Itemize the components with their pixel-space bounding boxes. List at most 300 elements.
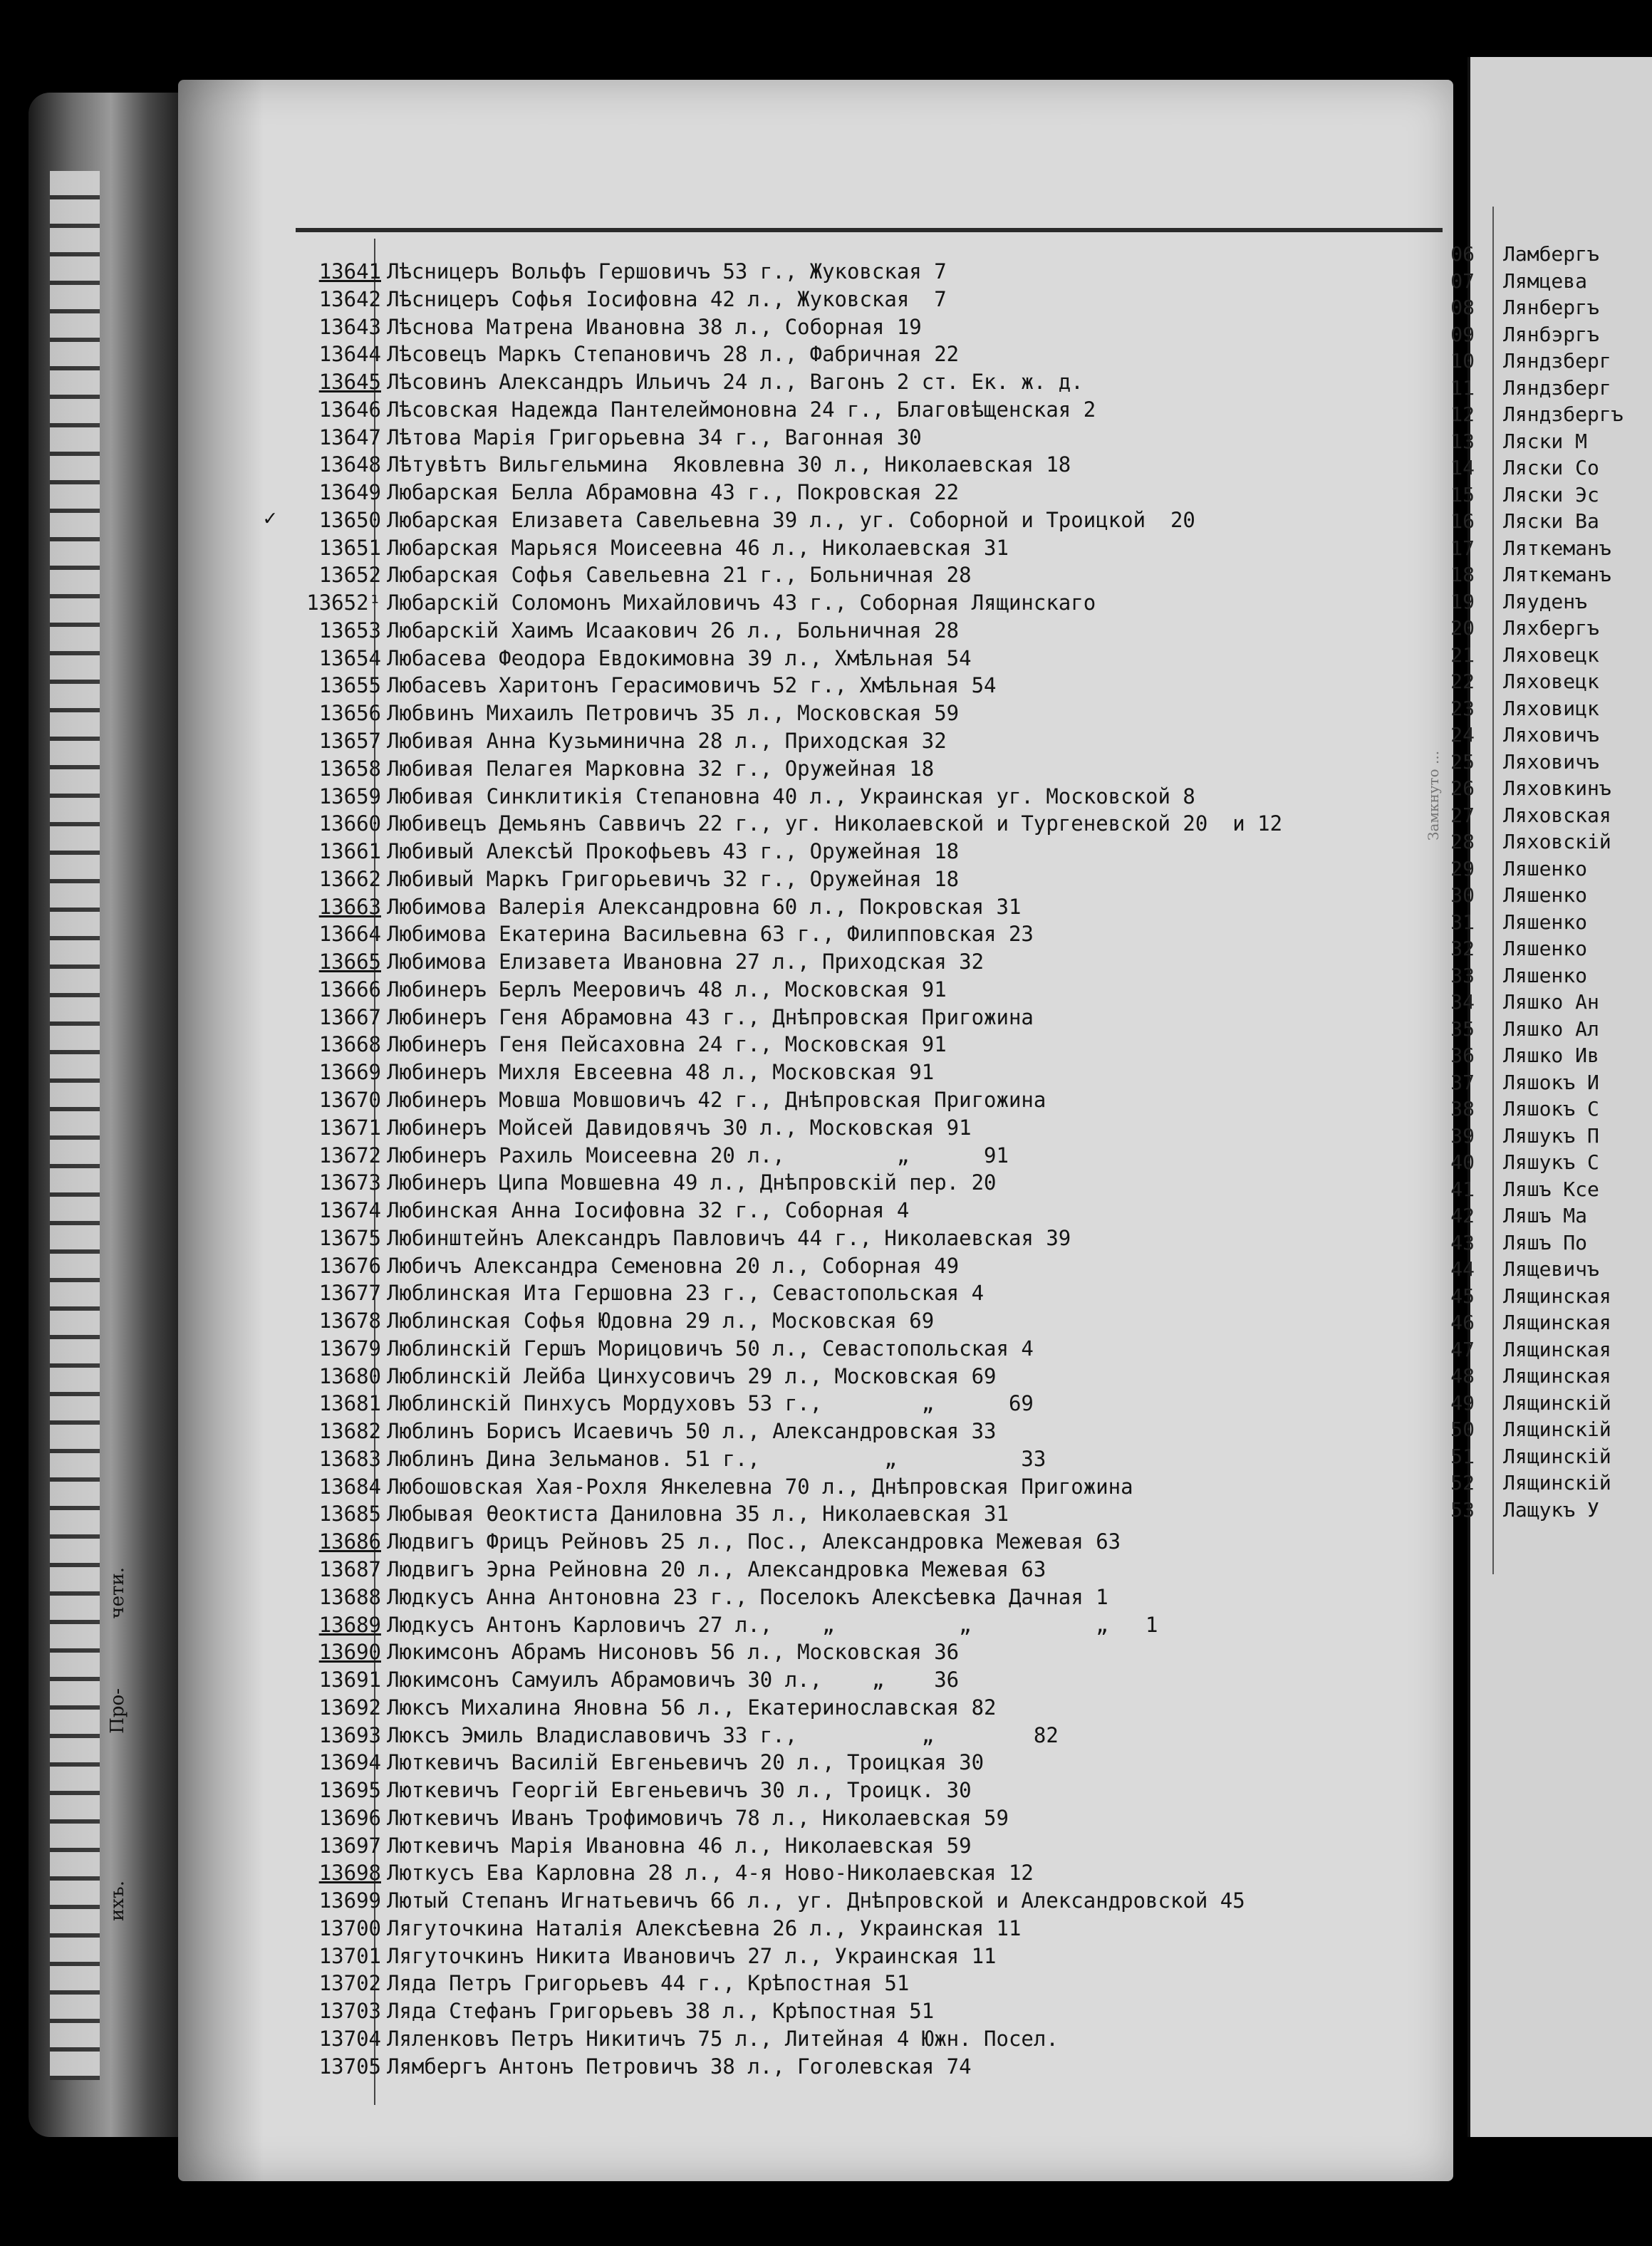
directory-entry	[271, 783, 1425, 811]
directory-entry	[271, 589, 1425, 617]
adjacent-entry-text: Ляшукъ С	[1503, 1150, 1599, 1174]
adjacent-entry	[1432, 935, 1638, 962]
entry-number: 13688	[318, 1584, 381, 1609]
adjacent-entry	[1432, 962, 1638, 989]
adjacent-entry-number: 27	[1450, 803, 1475, 827]
entry-text: Лѣтова Марія Григорьевна 34 г., Вагонная 30	[387, 425, 922, 449]
entry-text: Людкусъ Антонъ Карловичъ 27 л., „ „ „ 1	[387, 1612, 1158, 1637]
entry-number: 13687	[318, 1556, 381, 1581]
directory-entry	[271, 1445, 1425, 1473]
directory-entry	[271, 1114, 1425, 1142]
entry-text: Людвигъ Эрна Рейновна 20 л., Александровка Межевая 63	[387, 1556, 1046, 1581]
adjacent-entry-text: Ляховицк	[1503, 696, 1599, 720]
directory-entry	[271, 1142, 1425, 1170]
entry-number: ✓ 13650	[285, 506, 381, 534]
adjacent-entry-text: Ляшенко	[1503, 910, 1588, 934]
adjacent-entry-number: 53	[1450, 1497, 1475, 1522]
adjacent-entry-number: 13	[1450, 429, 1475, 453]
adjacent-entry	[1432, 375, 1638, 402]
entry-text: Лѣсницеръ Софья Іосифовна 42 л., Жуковская 7	[387, 286, 947, 311]
entry-number: 13704	[318, 2027, 381, 2051]
adjacent-entry-number: 26	[1450, 776, 1475, 800]
directory-entry	[271, 1473, 1425, 1501]
directory-entry	[271, 617, 1425, 645]
entry-text: Любарская Софья Савельевна 21 г., Больничная 28	[387, 563, 972, 588]
binding-label-3: чети.	[107, 1567, 128, 1619]
adjacent-entry-text: Ляндзберг	[1503, 375, 1611, 400]
entry-number: 13649	[318, 480, 381, 505]
adjacent-entry-text: Лящинскій	[1503, 1418, 1611, 1441]
adjacent-entry-number: 28	[1450, 830, 1475, 853]
adjacent-entry-text: Ляндзберг	[1503, 349, 1611, 373]
adjacent-entry	[1432, 241, 1638, 268]
entry-text: Любинеръ Мовша Мовшовичъ 42 г., Днѣпровская Пригожина	[387, 1087, 1046, 1112]
entry-number: 13675	[318, 1225, 381, 1250]
adjacent-entry-number: 34	[1450, 990, 1475, 1014]
adjacent-entry-number: 32	[1450, 937, 1475, 960]
directory-entry	[271, 1694, 1425, 1722]
directory-entry	[271, 1915, 1425, 1943]
adjacent-entry-text: Ляховкинъ	[1503, 776, 1611, 800]
adjacent-entry-text: Ляшенко	[1503, 963, 1588, 987]
adjacent-entry-number: 35	[1450, 1017, 1475, 1041]
adjacent-entry	[1432, 1283, 1638, 1310]
adjacent-entry-text: Ляхбергъ	[1503, 616, 1599, 640]
entry-number: 13666	[318, 977, 381, 1002]
adjacent-entry	[1432, 989, 1638, 1016]
entry-text: Любивая Анна Кузьминична 28 л., Приходская 32	[387, 729, 947, 754]
adjacent-entry-text: Ляховская	[1503, 803, 1611, 827]
entry-number: 13674	[318, 1198, 381, 1223]
entry-number: 13645	[318, 370, 381, 395]
adjacent-entry-text: Ляшенко	[1503, 883, 1588, 907]
adjacent-entry	[1432, 1096, 1638, 1123]
adjacent-entry-text: Лящинская	[1503, 1284, 1611, 1308]
directory-entry	[271, 340, 1425, 368]
directory-entry	[271, 1086, 1425, 1114]
adjacent-entry	[1432, 856, 1638, 883]
adjacent-entry-number: 17	[1450, 536, 1475, 560]
entry-text: Люблинскій Пинхусъ Мордуховъ 53 г., „ 69	[387, 1391, 1034, 1416]
adjacent-entry	[1432, 454, 1638, 482]
adjacent-entry-text: Ляховичъ	[1503, 723, 1599, 747]
adjacent-entry-number: 16	[1450, 509, 1475, 533]
adjacent-entry-text: Ляски Со	[1503, 456, 1599, 479]
adjacent-entry-number: 20	[1450, 616, 1475, 640]
margin-stamp: Замкнуто ...	[1425, 750, 1442, 841]
adjacent-entry-text: Лящинскій	[1503, 1471, 1611, 1494]
entry-text: Любивый Алексѣй Прокофьевъ 43 г., Оружейная 18	[387, 839, 960, 864]
adjacent-entry-text: Ляшъ По	[1503, 1230, 1588, 1254]
adjacent-entry-number: 14	[1450, 456, 1475, 479]
directory-entry	[271, 1749, 1425, 1777]
directory-entry	[271, 1252, 1425, 1280]
adjacent-entry	[1432, 1256, 1638, 1283]
entry-number: 13676	[318, 1253, 381, 1278]
adjacent-entry-number: 06	[1450, 242, 1475, 266]
directory-entry	[271, 645, 1425, 672]
adjacent-entry	[1432, 1443, 1638, 1470]
entry-number: 13680	[318, 1363, 381, 1388]
entry-number: 13697	[318, 1833, 381, 1858]
entry-text: Любарскій Соломонъ Михайловичъ 43 г., Соборная Лящинскаго	[387, 591, 1096, 615]
directory-entry	[271, 865, 1425, 893]
entry-text: Люткевичъ Иванъ Трофимовичъ 78 л., Николаевская 59	[387, 1805, 1009, 1830]
directory-entry	[271, 451, 1425, 479]
directory-entry	[271, 1804, 1425, 1832]
entry-text: Люблинская Ита Гершовна 23 г., Севастопольская 4	[387, 1281, 985, 1306]
adjacent-entry-text: Ляуденъ	[1503, 589, 1588, 613]
adjacent-entry-text: Ляшокъ С	[1503, 1097, 1599, 1121]
directory-entry	[271, 1777, 1425, 1804]
adjacent-entry-text: Ляски Ва	[1503, 509, 1599, 533]
entry-number: 13699	[318, 1888, 381, 1913]
entry-number: 13694	[318, 1750, 381, 1775]
entry-text: Лютый Степанъ Игнатьевичъ 66 л., уг. Днѣпровской и Александровской 45	[387, 1888, 1245, 1913]
adjacent-entry-number: 23	[1450, 696, 1475, 720]
entry-text: Лѣсницеръ Вольфъ Гершовичъ 53 г., Жуковская 7	[387, 259, 947, 284]
directory-entry	[271, 1004, 1425, 1031]
directory-entry	[271, 1611, 1425, 1639]
entry-number: 13681	[318, 1391, 381, 1416]
entry-number: 13696	[318, 1805, 381, 1830]
entry-text: Люткевичъ Георгій Евгеньевичъ 30 л., Троицк. 30	[387, 1778, 972, 1803]
header-rule	[296, 228, 1443, 232]
entry-number: 13691	[318, 1668, 381, 1693]
adjacent-entry-text: Ляндзбергъ	[1503, 402, 1624, 426]
entry-text: Любвинъ Михаилъ Петровичъ 35 л., Московская 59	[387, 701, 960, 726]
adjacent-entry-number: 43	[1450, 1230, 1475, 1254]
entry-number: 13689	[318, 1612, 381, 1637]
entry-text: Люткусъ Ева Карловна 28 л., 4-я Ново-Николаевская 12	[387, 1861, 1034, 1886]
directory-entry	[271, 1528, 1425, 1556]
adjacent-entry-text: Ляшукъ П	[1503, 1123, 1599, 1148]
adjacent-entry-number: 21	[1450, 643, 1475, 667]
entry-number: 13671	[318, 1115, 381, 1140]
entry-number: 13642	[318, 286, 381, 311]
entry-text: Люблинъ Борисъ Исаевичъ 50 л., Александровская 33	[387, 1419, 997, 1444]
entry-number: 13701	[318, 1943, 381, 1968]
entry-number: 13643	[318, 314, 381, 339]
entry-text: Любинштейнъ Александръ Павловичъ 44 г., Николаевская 39	[387, 1225, 1071, 1250]
adjacent-entry	[1432, 321, 1638, 348]
adjacent-entry	[1432, 348, 1638, 375]
entry-text: Люткевичъ Марія Ивановна 46 л., Николаевская 59	[387, 1833, 972, 1858]
entry-number: 13659	[318, 784, 381, 809]
entry-number: 13693	[318, 1722, 381, 1747]
adjacent-entry	[1432, 268, 1638, 295]
entry-number: 13684	[318, 1474, 381, 1499]
directory-entry	[271, 1722, 1425, 1750]
entry-number: 13663	[318, 894, 381, 919]
adjacent-entry	[1432, 828, 1638, 856]
adjacent-entry-number: 38	[1450, 1097, 1475, 1121]
binding-label-1: Про-	[107, 1688, 128, 1734]
adjacent-entry	[1432, 1042, 1638, 1069]
entry-number: 13695	[318, 1778, 381, 1803]
adjacent-entry-number: 19	[1450, 589, 1475, 613]
adjacent-entry-number: 41	[1450, 1177, 1475, 1201]
entry-number: 13652¹	[306, 591, 381, 615]
entry-text: Любичъ Александра Семеновна 20 л., Соборная 49	[387, 1253, 960, 1278]
entry-number: 13664	[318, 922, 381, 947]
entry-text: Любошовская Хая-Рохля Янкелевна 70 л., Днѣпровская Пригожина	[387, 1474, 1133, 1499]
adjacent-entry	[1432, 909, 1638, 936]
adjacent-entry-number: 33	[1450, 963, 1475, 987]
entry-text: Любинеръ Берлъ Мееровичъ 48 л., Московская 91	[387, 977, 947, 1002]
adjacent-entry	[1432, 882, 1638, 909]
directory-entry	[271, 893, 1425, 921]
entry-text: Любинеръ Мойсей Давидовячъ 30 л., Московская 91	[387, 1115, 972, 1140]
entry-number: 13652	[318, 563, 381, 588]
entry-number: 13679	[318, 1336, 381, 1361]
adjacent-entry	[1432, 1229, 1638, 1257]
directory-entry	[271, 506, 1425, 534]
entry-text: Лѣснова Матрена Ивановна 38 л., Соборная 19	[387, 314, 922, 339]
adjacent-entry-text: Лящевичъ	[1503, 1257, 1599, 1281]
directory-entry	[271, 1363, 1425, 1390]
adjacent-entry	[1432, 1123, 1638, 1150]
entry-number: 13657	[318, 729, 381, 754]
entry-number: 13700	[318, 1915, 381, 1940]
entry-number: 13692	[318, 1695, 381, 1720]
adjacent-entry-number: 08	[1450, 296, 1475, 319]
adjacent-entry-text: Ляткеманъ	[1503, 536, 1611, 560]
adjacent-entry-text: Ляховецк	[1503, 670, 1599, 693]
adjacent-entry	[1432, 615, 1638, 642]
adjacent-entry-text: Ляткеманъ	[1503, 563, 1611, 586]
adjacent-entry	[1432, 749, 1638, 776]
entry-number: 13670	[318, 1087, 381, 1112]
directory-entry	[271, 700, 1425, 727]
adjacent-entry-number: 48	[1450, 1364, 1475, 1388]
directory-entry	[271, 1225, 1425, 1252]
directory-entry	[271, 755, 1425, 783]
directory-entry	[271, 258, 1425, 286]
adjacent-entry-number: 40	[1450, 1150, 1475, 1174]
directory-entry	[271, 1500, 1425, 1528]
entry-text: Любарскій Хаимъ Исаакович 26 л., Больничная 28	[387, 618, 960, 643]
adjacent-entry-number: 31	[1450, 910, 1475, 934]
entry-number: 13654	[318, 645, 381, 670]
adjacent-entry	[1432, 802, 1638, 829]
adjacent-entry-text: Ляшокъ И	[1503, 1070, 1599, 1094]
adjacent-entry-text: Ляшенко	[1503, 856, 1588, 880]
directory-entry	[271, 1418, 1425, 1445]
adjacent-entry-number: 45	[1450, 1284, 1475, 1308]
adjacent-entry	[1432, 294, 1638, 321]
entry-text: Люблинскій Гершъ Морицовичъ 50 л., Севастопольская 4	[387, 1336, 1034, 1361]
adjacent-entry-number: 07	[1450, 269, 1475, 293]
adjacent-entry-number: 18	[1450, 563, 1475, 586]
page-gutter-shadow	[178, 80, 264, 2181]
adjacent-entry	[1432, 1497, 1638, 1524]
binding-label-2: ихъ.	[107, 1881, 128, 1921]
adjacent-entry-text: Лянбэргъ	[1503, 322, 1599, 346]
adjacent-entry-text: Лящинская	[1503, 1364, 1611, 1388]
directory-entry	[271, 1307, 1425, 1335]
entry-number: 13665	[318, 950, 381, 974]
adjacent-entry-text: Ляшъ Ма	[1503, 1204, 1588, 1227]
entry-text: Люблинскій Лейба Цинхусовичъ 29 л., Московская 69	[387, 1363, 997, 1388]
adjacent-entry-number: 09	[1450, 322, 1475, 346]
entry-number: 13656	[318, 701, 381, 726]
directory-entry	[271, 838, 1425, 865]
entry-text: Люкимсонъ Абрамъ Нисоновъ 56 л., Московская 36	[387, 1640, 960, 1665]
directory-entry	[271, 948, 1425, 976]
entry-number: 13690	[318, 1640, 381, 1665]
directory-entry	[271, 727, 1425, 755]
directory-entry	[271, 1335, 1425, 1363]
adjacent-entry	[1432, 401, 1638, 428]
entry-text: Любарская Елизавета Савельевна 39 л., уг. Соборной и Троицкой 20	[387, 507, 1195, 532]
entry-text: Любинеръ Геня Пейсаховна 24 г., Московская 91	[387, 1032, 947, 1057]
directory-entry	[271, 479, 1425, 506]
entry-text: Любасевъ Харитонъ Герасимовичъ 52 г., Хмѣльная 54	[387, 673, 997, 698]
adjacent-entry-text: Ляски Эс	[1503, 482, 1599, 506]
adjacent-entry	[1432, 1470, 1638, 1497]
directory-entry	[271, 561, 1425, 589]
adjacent-entry	[1432, 1309, 1638, 1336]
entry-text: Лѣтувѣтъ Вильгельмина Яковлевна 30 л., Николаевская 18	[387, 452, 1071, 477]
entry-text: Ляленковъ Петръ Никитичъ 75 л., Литейная 4 Южн. Посел.	[387, 2027, 1059, 2051]
directory-entry	[271, 1584, 1425, 1611]
directory-entry	[271, 1666, 1425, 1694]
entry-text: Любивый Маркъ Григорьевичъ 32 г., Оружейная 18	[387, 866, 960, 891]
adjacent-entry	[1432, 428, 1638, 455]
adjacent-entry	[1432, 508, 1638, 535]
adjacent-entry	[1432, 1416, 1638, 1443]
directory-entry	[271, 1970, 1425, 1997]
adjacent-entry-number: 51	[1450, 1444, 1475, 1468]
entry-text: Любимова Валерія Александровна 60 л., Покровская 31	[387, 894, 1022, 919]
entry-number: 13673	[318, 1170, 381, 1195]
adjacent-entry	[1432, 1069, 1638, 1096]
adjacent-entry	[1432, 642, 1638, 669]
adjacent-entry-text: Ляшенко	[1503, 937, 1588, 960]
adjacent-entry	[1432, 535, 1638, 562]
directory-entry	[271, 1943, 1425, 1970]
entry-text: Любасева Феодора Евдокимовна 39 л., Хмѣльная 54	[387, 645, 972, 670]
entry-number: 13672	[318, 1143, 381, 1168]
adjacent-entry-text: Ламбергъ	[1503, 242, 1599, 266]
directory-entry	[271, 424, 1425, 452]
entry-number: 13660	[318, 811, 381, 836]
directory-entry	[271, 1832, 1425, 1860]
adjacent-entry-number: 42	[1450, 1204, 1475, 1227]
entry-text: Лѣсовецъ Маркъ Степановичъ 28 л., Фабричная 22	[387, 342, 960, 367]
adjacent-entry-text: Ляшъ Ксе	[1503, 1177, 1599, 1201]
adjacent-entry-number: 37	[1450, 1070, 1475, 1094]
entry-number: 13651	[318, 535, 381, 560]
adjacent-entry	[1432, 722, 1638, 749]
entry-number: 13677	[318, 1281, 381, 1306]
directory-entry	[271, 286, 1425, 313]
directory-entry	[271, 2025, 1425, 2053]
entry-number: 13658	[318, 756, 381, 781]
adjacent-entry-text: Лящинская	[1503, 1337, 1611, 1361]
directory-entry	[271, 672, 1425, 700]
adjacent-entry-text: Лящинскій	[1503, 1444, 1611, 1468]
adjacent-entry	[1432, 1202, 1638, 1229]
binding-paper-strip	[50, 171, 100, 2080]
entry-number: 13669	[318, 1060, 381, 1085]
adjacent-entry	[1432, 668, 1638, 695]
directory-entry	[271, 1997, 1425, 2025]
directory-entry	[271, 810, 1425, 838]
adjacent-entry-number: 10	[1450, 349, 1475, 373]
entry-text: Лѣсовская Надежда Пантелеймоновна 24 г., Благовѣщенская 2	[387, 397, 1096, 422]
adjacent-entry-text: Ляски М	[1503, 429, 1588, 453]
adjacent-entry-text: Ляховскій	[1503, 830, 1611, 853]
directory-entry	[271, 1638, 1425, 1666]
adjacent-entry	[1432, 1176, 1638, 1203]
entry-number: 13653	[318, 618, 381, 643]
adjacent-entry-number: 25	[1450, 749, 1475, 774]
directory-entry	[271, 368, 1425, 396]
entry-text: Люксъ Михалина Яновна 56 л., Екатеринославская 82	[387, 1695, 997, 1720]
entry-text: Людвигъ Фрицъ Рейновъ 25 л., Пос., Александровка Межевая 63	[387, 1529, 1121, 1554]
entry-text: Любинеръ Ципа Мовшевна 49 л., Днѣпровскій пер. 20	[387, 1170, 997, 1195]
entry-text: Любивецъ Демьянъ Саввичъ 22 г., уг. Николаевской и Тургеневской 20 и 12	[387, 811, 1283, 836]
adjacent-entry-text: Ляшко Ив	[1503, 1044, 1599, 1067]
entry-number: 13703	[318, 1999, 381, 2024]
adjacent-entry-number: 44	[1450, 1257, 1475, 1281]
adjacent-entry-number: 12	[1450, 402, 1475, 426]
adjacent-entry-text: Ляховичъ	[1503, 749, 1599, 774]
adjacent-page-entries	[1432, 241, 1638, 1523]
adjacent-entry-number: 36	[1450, 1044, 1475, 1067]
entry-text: Любинеръ Геня Абрамовна 43 г., Днѣпровская Пригожина	[387, 1004, 1034, 1029]
adjacent-entry	[1432, 1016, 1638, 1043]
directory-entry	[271, 1556, 1425, 1584]
directory-entry	[271, 534, 1425, 562]
entry-text: Люблинъ Дина Зельманов. 51 г., „ 33	[387, 1446, 1046, 1471]
entry-text: Люксъ Эмиль Владиславовичъ 33 г., „ 82	[387, 1722, 1059, 1747]
directory-entry	[271, 1859, 1425, 1887]
adjacent-entry	[1432, 695, 1638, 722]
entry-number: 13686	[318, 1529, 381, 1554]
entry-text: Лямбергъ Антонъ Петровичъ 38 л., Гоголевская 74	[387, 2054, 972, 2079]
entry-text: Любимова Елизавета Ивановна 27 л., Приходская 32	[387, 950, 985, 974]
adjacent-entry-number: 30	[1450, 883, 1475, 907]
entry-number: 13702	[318, 1971, 381, 1996]
adjacent-entry-text: Ляшко Ан	[1503, 990, 1599, 1014]
directory-entry	[271, 1279, 1425, 1307]
entry-text: Любинеръ Михля Евсеевна 48 л., Московская 91	[387, 1060, 935, 1085]
entry-number: 13682	[318, 1419, 381, 1444]
directory-entry	[271, 1031, 1425, 1059]
entry-number: 13644	[318, 342, 381, 367]
adjacent-entry-number: 47	[1450, 1337, 1475, 1361]
entry-text: Любинская Анна Іосифовна 32 г., Соборная 4	[387, 1198, 910, 1223]
directory-entry	[271, 313, 1425, 341]
adjacent-entry-number: 24	[1450, 723, 1475, 747]
entry-text: Лягуточкинъ Никита Ивановичъ 27 л., Украинская 11	[387, 1943, 997, 1968]
adjacent-entry-text: Ляшко Ал	[1503, 1017, 1599, 1041]
adjacent-entry-number: 39	[1450, 1123, 1475, 1148]
entry-text: Люблинская Софья Юдовна 29 л., Московская 69	[387, 1309, 935, 1333]
entry-number: 13662	[318, 866, 381, 891]
entry-number: 13667	[318, 1004, 381, 1029]
adjacent-entry	[1432, 588, 1638, 615]
adjacent-entry-number: 52	[1450, 1471, 1475, 1494]
adjacent-entry-number: 50	[1450, 1418, 1475, 1441]
entry-text: Ляда Петръ Григорьевъ 44 г., Крѣпостная 51	[387, 1971, 910, 1996]
directory-entry	[271, 1390, 1425, 1418]
adjacent-entry	[1432, 1363, 1638, 1390]
directory-entry	[271, 920, 1425, 948]
